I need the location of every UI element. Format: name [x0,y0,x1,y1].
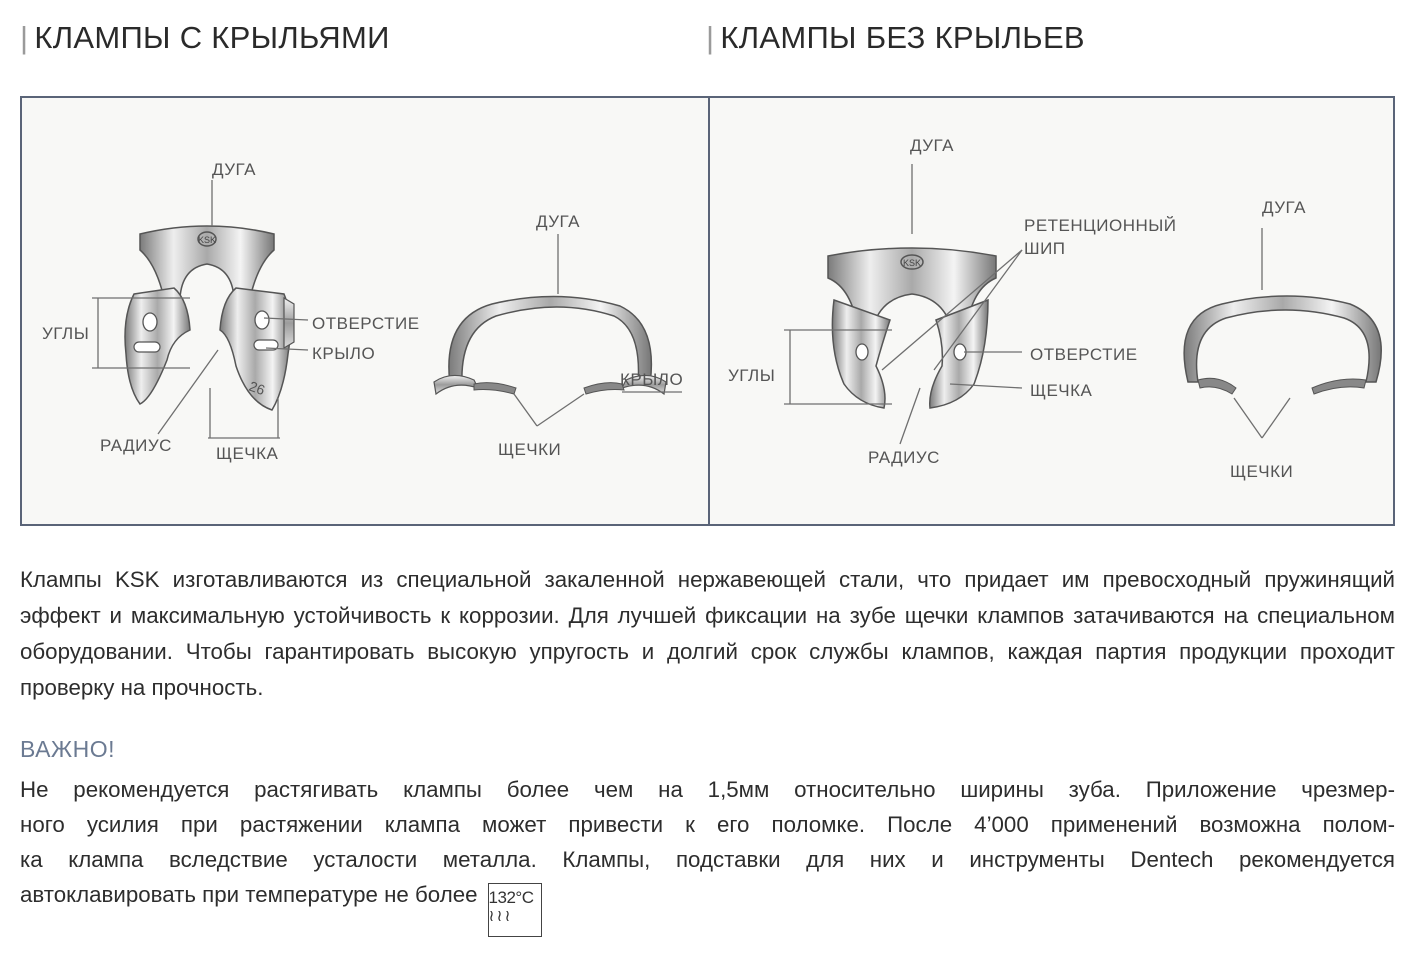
label-arc-top-right: ДУГА [1262,198,1306,217]
ksk-logo-left: KSK [197,235,217,245]
ksk-logo-right: KSK [902,258,922,268]
heading-left-text: КЛАМПЫ С КРЫЛЬЯМИ [34,20,390,55]
steam-icon: ≀≀≀ [488,908,513,925]
important-line-4-text: автоклавировать при температуре не более [20,882,478,907]
label-arc-right: ДУГА [910,136,954,155]
label-wing-top-left: КРЫЛО [620,370,684,389]
wingless-clamp-front [828,248,996,408]
right-top-leader-lines [1234,228,1290,438]
label-retention-line2: ШИП [1024,239,1066,258]
label-corners-left: УГЛЫ [42,324,90,343]
label-radius-right: РАДИУС [868,448,940,467]
label-corners-right: УГЛЫ [728,366,776,385]
heading-right-text: КЛАМПЫ БЕЗ КРЫЛЬЕВ [720,20,1085,55]
label-hole-left: ОТВЕРСТИЕ [312,314,420,333]
important-line-3: ка клампа вследствие усталости металла. Клампы, подставки для них и инструменты Dentech рекомендуется [20,847,1395,872]
label-retention-line1: РЕТЕНЦИОННЫЙ [1024,216,1177,235]
label-arc-top-left: ДУГА [536,212,580,231]
label-wing-left: КРЫЛО [312,344,376,363]
left-top-leader-lines [514,234,682,426]
label-cheeks-top-right: ЩЕЧКИ [1230,462,1294,481]
label-radius-left: РАДИУС [100,436,172,455]
description-paragraph: Клампы KSK изготавливаются из специальной закаленной нержавеющей стали, что придает им превосходный пружинящий эффект и максимальную устойчивость к коррозии. Для лучшей фиксации на зубе щечки клампов затачиваются на специальном оборудовании. Чтобы гарантировать высокую упругость и долгий срок службы клампов, каждая партия продукции проходит проверку на прочность. [20,567,1395,700]
heading-with-wings: | КЛАМПЫ С КРЫЛЬЯМИ [20,20,390,55]
important-line-4 [20,877,1395,937]
label-cheek-right: ЩЕЧКА [1030,381,1093,400]
badge-temperature: 132°C [488,888,534,907]
diagram-panels [20,96,1395,526]
clamp-size-number: 26 [246,377,268,399]
wingless-clamp-top [1184,296,1381,394]
label-arc-left: ДУГА [212,160,256,179]
label-hole-right: ОТВЕРСТИЕ [1030,345,1138,364]
important-title: ВАЖНО! [20,736,116,762]
heading-without-wings: | КЛАМПЫ БЕЗ КРЫЛЬЕВ [706,20,1085,55]
important-paragraph [20,772,1395,937]
label-cheek-left: ЩЕЧКА [216,444,279,463]
important-line-1: Не рекомендуется растягивать клампы более чем на 1,5мм относительно ширины зуба. Приложение чрезмер- [20,777,1395,802]
important-line-2: ного усилия при растяжении клампа может привести к его поломке. После 4’000 применений возможна полом- [20,812,1395,837]
label-cheeks-top-left: ЩЕЧКИ [498,440,562,459]
autoclave-temp-badge [488,883,542,937]
